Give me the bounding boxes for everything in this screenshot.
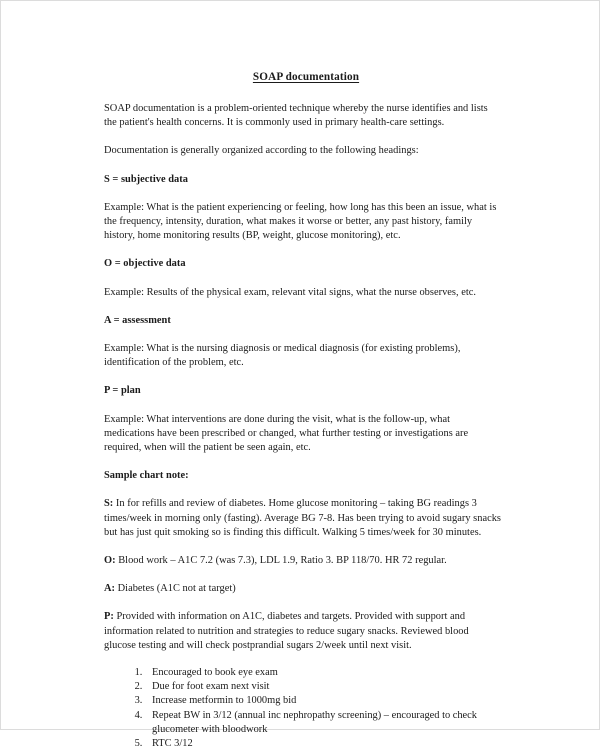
sample-note-objective-text: Blood work – A1C 7.2 (was 7.3), LDL 1.9, Ratio 3. BP 118/70. HR 72 regular. [115, 555, 447, 567]
sample-note-assessment [104, 582, 502, 596]
page-title [104, 71, 502, 83]
sample-note-objective-label: O: [104, 555, 116, 567]
sample-note-objective [104, 554, 502, 568]
list-item: 5. RTC 3/12 [145, 737, 502, 751]
section-heading-objective: O = objective data [104, 258, 186, 270]
plan-action-list [104, 666, 502, 751]
sample-note-plan [104, 610, 502, 653]
organization-paragraph: Documentation is generally organized according to the following headings: [104, 145, 419, 157]
sample-note-plan-text: Provided with information on A1C, diabetes and targets. Provided with support and information related to nutrition and strategies to reduce sugary snacks. Reviewed blood glucose testing and will check postprandial sugars 2/week until next visit. [104, 611, 469, 651]
section-heading-subjective: S = subjective data [104, 173, 188, 185]
page-title-text: SOAP documentation [252, 71, 360, 83]
section-example-assessment: Example: What is the nursing diagnosis or medical diagnosis (for existing problems), identification of the problem, etc. [104, 343, 461, 369]
section-example-plan: Example: What interventions are done during the visit, what is the follow-up, what medications have been prescribed or changed, what further testing or investigations are required, when will the patient be seen again, etc. [104, 413, 469, 454]
sample-note-subjective [104, 497, 502, 540]
section-heading-assessment: A = assessment [104, 314, 171, 326]
list-item: 1. Encouraged to book eye exam [145, 666, 502, 680]
intro-paragraph: SOAP documentation is a problem-oriented technique whereby the nurse identifies and lists the patient's health concerns. It is commonly used in primary health-care settings. [104, 103, 488, 129]
document-content [104, 71, 502, 751]
list-item: 3. Increase metformin to 1000mg bid [145, 694, 502, 708]
section-example-objective: Example: Results of the physical exam, relevant vital signs, what the nurse observes, etc. [104, 286, 477, 298]
section-example-subjective: Example: What is the patient experiencing or feeling, how long has this been an issue, what is the frequency, intensity, duration, what makes it worse or better, any past history, family history, home monitoring results (BP, weight, glucose monitoring), etc. [104, 201, 497, 242]
list-item: 2. Due for foot exam next visit [145, 680, 502, 694]
list-item: 4. Repeat BW in 3/12 (annual inc nephropathy screening) – encouraged to check glucometer with bloodwork [145, 709, 502, 737]
sample-note-assessment-label: A: [104, 583, 116, 595]
sample-note-assessment-text: Diabetes (A1C not at target) [115, 583, 236, 595]
sample-note-subjective-label: S: [104, 498, 114, 510]
sample-note-plan-label: P: [104, 611, 114, 623]
sample-note-subjective-text: In for refills and review of diabetes. Home glucose monitoring – taking BG readings 3 times/week in morning only (fasting). Average BG 7-8. Has been trying to avoid sugary snacks but has just quit smoking so is finding this difficult. Walking 5 times/week for 30 minutes. [104, 498, 501, 538]
sample-chart-note-heading: Sample chart note: [104, 470, 189, 482]
section-heading-plan: P = plan [104, 385, 141, 397]
